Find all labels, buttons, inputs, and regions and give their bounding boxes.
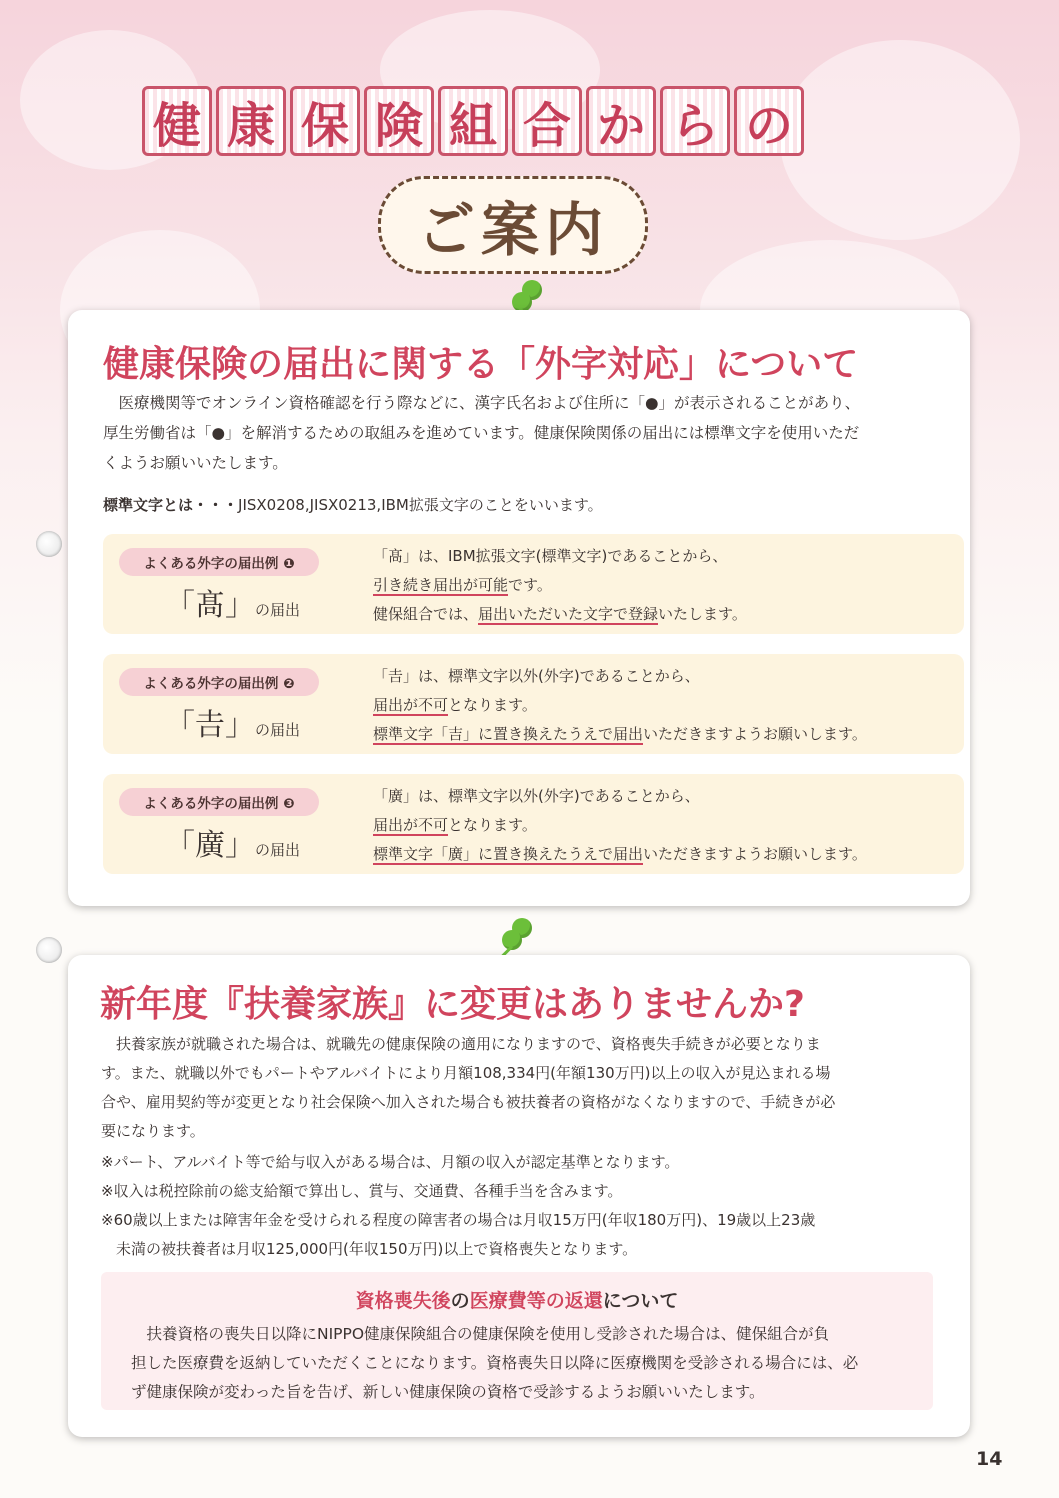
example-highlight: 標準文字「吉」に置き換えたうえで届出 [373,725,644,743]
example-char-suffix: の届出 [255,721,301,739]
example-description [373,542,747,629]
title-char: 組 [438,86,508,156]
binder-hole-top [36,531,62,557]
example-char-suffix: の届出 [255,841,301,859]
title-char: の [734,86,804,156]
example-line-end: いただきますようお願いします。 [643,725,867,743]
example-description [373,782,867,869]
page-title [142,86,804,156]
intro-line: くようお願いいたします。 [103,454,288,472]
example-line-end: です。 [508,576,552,594]
note-line: ※60歳以上または障害年金を受けられる程度の障害者の場合は月収15万円(年収180万円)、19歳以上23歳 [101,1211,816,1229]
example-line: 「髙」は、IBM拡張文字(標準文字)であることから、 [373,547,728,565]
refund-line: ず健康保険が変わった旨を告げ、新しい健康保険の資格で受診するようお願いいたします。 [131,1383,765,1401]
example-highlight: 届出が不可 [373,816,449,834]
example-line: 「廣」は、標準文字以外(外字)であることから、 [373,787,700,805]
example-char-glyph: 「廣」 [165,828,255,863]
example-char [165,820,300,864]
title-char: 健 [142,86,212,156]
gaiji-example-1 [103,534,964,634]
refund-info-text [131,1320,931,1407]
title-part: について [602,1290,679,1312]
title-char: か [586,86,656,156]
note-line: 未満の被扶養者は月収125,000円(年収150万円)以上で資格喪失となります。 [116,1240,638,1258]
dango-icon [500,918,540,958]
title-char: 康 [216,86,286,156]
page-number: 14 [976,1448,1003,1470]
example-highlight: 届出が不可 [373,696,449,714]
body-line: す。また、就職以外でもパートやアルバイトにより月額108,334円(年額130万円)以上の収入が見込まれる場 [101,1064,831,1082]
example-badge: よくある外字の届出例 ❶ [119,548,319,576]
intro-line: 医療機関等でオンライン資格確認を行う際などに、漢字氏名および住所に「●」が表示されることがあり、 [118,394,861,412]
standard-chars-definition [103,494,603,515]
dependents-body [101,1030,941,1146]
example-line-end: となります。 [448,696,537,714]
body-line: 扶養家族が就職された場合は、就職先の健康保険の適用になりますので、資格喪失手続きが必要となりま [116,1035,821,1053]
example-line: 「𠮷」は、標準文字以外(外字)であることから、 [373,667,700,685]
title-part: 医療費等の返還 [469,1290,603,1312]
example-char-glyph: 「𠮷」 [165,708,255,743]
example-char [165,580,300,624]
refund-info-title [101,1286,933,1313]
body-line: 要になります。 [101,1122,205,1140]
intro-line: 厚生労働省は「●」を解消するための取組みを進めています。健康保険関係の届出には標準文字を使用いただ [103,424,860,442]
page-subtitle: ご案内 [378,176,648,274]
example-line-start: 健保組合では、 [373,605,479,623]
gaiji-example-2 [103,654,964,754]
example-badge: よくある外字の届出例 ❷ [119,668,319,696]
section-title-gaiji: 健康保険の届出に関する「外字対応」について [103,344,859,385]
example-char [165,700,300,744]
standard-label: 標準文字とは・・・ [103,496,239,514]
example-badge: よくある外字の届出例 ❸ [119,788,319,816]
example-char-suffix: の届出 [255,601,301,619]
refund-line: 担した医療費を返納していただくことになります。資格喪失日以降に医療機関を受診される場合には、必 [131,1354,859,1372]
example-line-end: いたします。 [658,605,747,623]
example-line-end: いただきますようお願いします。 [643,845,867,863]
example-highlight: 引き続き届出が可能 [373,576,509,594]
title-part: 資格喪失後 [355,1290,451,1312]
gaiji-intro [103,388,963,478]
example-line-end: となります。 [448,816,537,834]
example-char-glyph: 「髙」 [165,588,255,623]
title-part: の [450,1290,470,1312]
example-description [373,662,867,749]
binder-hole-bottom [36,937,62,963]
body-line: 合や、雇用契約等が変更となり社会保険へ加入された場合も被扶養者の資格がなくなりますので、手続きが必 [101,1093,836,1111]
example-highlight: 標準文字「廣」に置き換えたうえで届出 [373,845,644,863]
title-char: 険 [364,86,434,156]
title-char: 合 [512,86,582,156]
example-highlight: 届出いただいた文字で登録 [478,605,659,623]
note-line: ※収入は税控除前の総支給額で算出し、賞与、交通費、各種手当を含みます。 [101,1182,623,1200]
section-title-dependents: 新年度『扶養家族』に変更はありませんか? [100,984,805,1025]
note-line: ※パート、アルバイト等で給与収入がある場合は、月額の収入が認定基準となります。 [101,1153,680,1171]
refund-info-box [101,1272,933,1410]
title-char: ら [660,86,730,156]
gaiji-example-3 [103,774,964,874]
dependents-notes [101,1148,941,1264]
refund-line: 扶養資格の喪失日以降にNIPPO健康保険組合の健康保険を使用し受診された場合は、健保組合が負 [146,1325,830,1343]
title-char: 保 [290,86,360,156]
standard-value: JISX0208,JISX0213,IBM拡張文字のことをいいます。 [238,496,603,514]
